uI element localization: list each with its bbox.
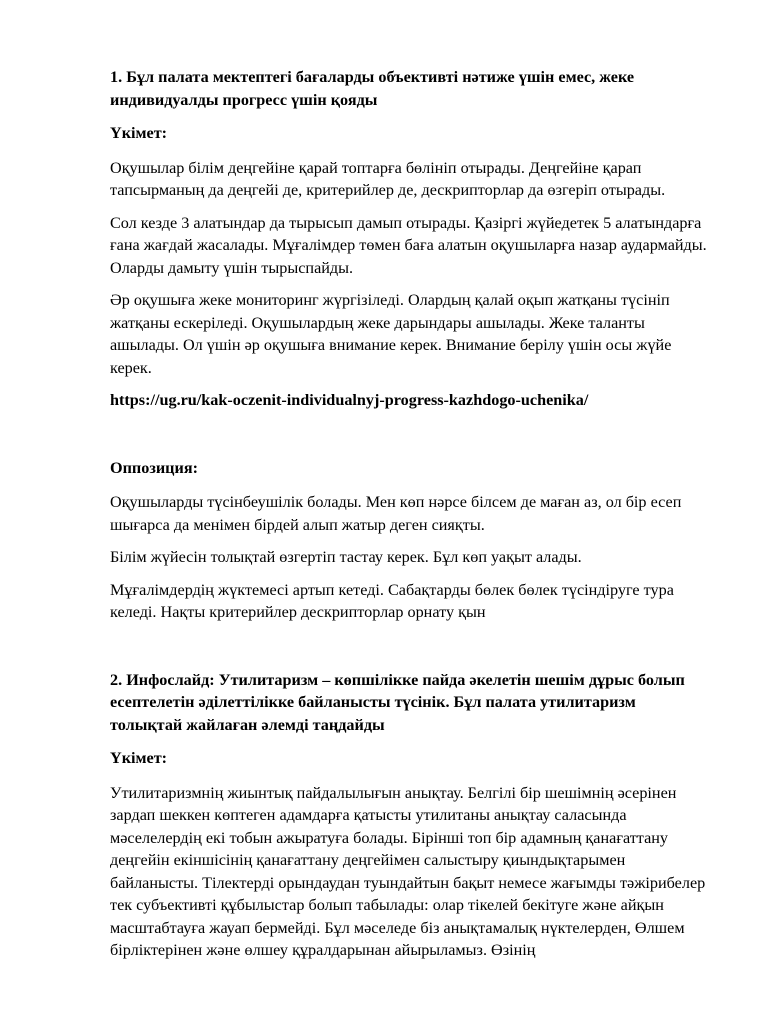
section1-heading: 1. Бұл палата мектептегі бағаларды объективті нәтиже үшін емес, жеке индивидуалды прогресс үшін қояды bbox=[110, 68, 635, 109]
section2-heading: 2. Инфослайд: Утилитаризм – көпшілікке пайда әкелетін шешім дұрыс болып есептелетін әділеттілікке байланысты түсінік. Бұл палата утилитаризм толықтай жайлаған әлемді таңдайды bbox=[110, 670, 685, 734]
section2-government-paragraph-1: Утилитаризмнің жиынтық пайдалылығын анықтау. Белгілі бір шешімнің әсерінен зардап шеккен көптеген адамдарға қатысты утилитаны анықтау саласында мәселелердің екі тобын ажыратуға болады. Бірінші топ бір адамның қанағаттану деңгейін екіншісінің қанағаттану деңгейімен салыстыру қиындықтарымен байланысты. Тілектерді орындаудан туындайтын бақыт немесе жағымды тәжірибелер тек субъективті құбылыстар болып табылады: олар тікелей бекітуге және айқын масштабтауға жауап бермейді. Бұл мәселеде біз анықтамалық нүктелерден, Өлшем бірліктерінен және өлшеу құралдарынан айырыламыз. Өзінің bbox=[110, 783, 706, 959]
section1-opposition-paragraph-3: Мұғалімдердің жүктемесі артып кетеді. Сабақтарды бөлек бөлек түсіндіруге тура келеді. Нақты критерийлер дескрипторлар орнату қын bbox=[110, 580, 674, 621]
section1-government-paragraph-1: Оқушылар білім деңгейіне қарай топтарға бөлініп отырады. Деңгейіне қарап тапсырманың да деңгейі де, критерийлер де, дескрипторлар да өзгеріп отырады. bbox=[110, 158, 666, 199]
section1-opposition-paragraph-1: Оқушыларды түсінбеушілік болады. Мен көп нәрсе білсем де маған аз, ол бір есеп шығарса да менімен бірдей алып жатыр деген сияқты. bbox=[110, 493, 682, 534]
section1-government-label: Үкімет: bbox=[110, 124, 168, 142]
section1-opposition-label: Оппозиция: bbox=[110, 458, 198, 477]
section1-government-paragraph-3: Әр оқушыға жеке мониторинг жүргізіледі. Олардың қалай оқып жатқаны түсініп жатқаны ескеріледі. Оқушылардың жеке дарындары ашылады. Жеке таланты ашылады. Ол үшін әр оқушыға внимание керек. Внимание берілу үшін осы жүйе керек. bbox=[110, 291, 672, 377]
section1-government-paragraph-2: Сол кезде 3 алатындар да тырысып дамып отырады. Қазіргі жүйедетек 5 алатындарға ғана жағдай жасалады. Мұғалімдер төмен баға алатын оқушыларға назар аудармайды. Оларды дамыту үшін тырыспайды. bbox=[110, 213, 707, 277]
section1-opposition-paragraph-2: Білім жүйесін толықтай өзгертіп тастау керек. Бұл көп уақыт алады. bbox=[110, 548, 582, 566]
source-link[interactable]: https://ug.ru/kak-oczenit-individualnyj-progress-kazhdogo-uchenika/ bbox=[110, 391, 589, 409]
document-body bbox=[110, 66, 710, 962]
section2-government-label: Үкімет: bbox=[110, 749, 168, 767]
